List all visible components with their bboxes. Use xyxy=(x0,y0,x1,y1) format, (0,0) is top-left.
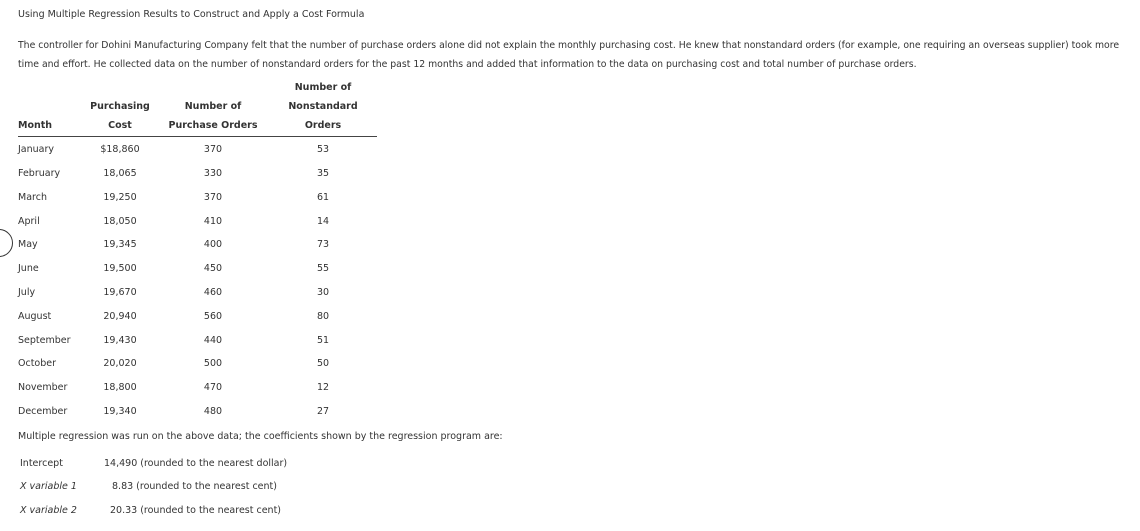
cost-cell: 19,430 xyxy=(103,335,137,346)
coefficient-value: 20.33 (rounded to the nearest cent) xyxy=(110,505,282,516)
nonstandard-orders-cell: 53 xyxy=(316,144,330,155)
purchase-orders-cell: 500 xyxy=(203,358,223,369)
nonstandard-orders-cell: 27 xyxy=(316,406,330,417)
month-cell: September xyxy=(18,335,71,346)
nonstandard-orders-cell: 12 xyxy=(316,382,330,393)
cost-cell: 18,800 xyxy=(103,382,137,393)
cost-cell: 19,670 xyxy=(103,287,137,298)
header-divider xyxy=(18,136,377,137)
table-row xyxy=(0,287,400,301)
table-row xyxy=(0,335,400,349)
cost-cell: 18,065 xyxy=(103,168,137,179)
cost-cell: 19,500 xyxy=(103,263,137,274)
table-row xyxy=(0,239,400,253)
nonstandard-orders-cell: 73 xyxy=(316,239,330,250)
coefficient-label: Intercept xyxy=(20,458,63,469)
cost-cell: $18,860 xyxy=(100,144,140,155)
header-po-line1: Number of xyxy=(184,101,242,112)
purchase-orders-cell: 480 xyxy=(203,406,223,417)
cost-cell: 19,250 xyxy=(103,192,137,203)
month-cell: February xyxy=(18,168,61,179)
nonstandard-orders-cell: 30 xyxy=(316,287,330,298)
coefficient-label: X variable 2 xyxy=(20,505,77,516)
purchase-orders-cell: 400 xyxy=(203,239,223,250)
header-po-line2: Purchase Orders xyxy=(168,120,258,131)
purchase-orders-cell: 370 xyxy=(203,144,223,155)
table-row xyxy=(0,168,400,182)
header-cost-line2: Cost xyxy=(108,120,132,131)
nonstandard-orders-cell: 80 xyxy=(316,311,330,322)
regression-intro: Multiple regression was run on the above data; the coefficients shown by the regression program are: xyxy=(18,431,503,442)
coefficient-value: 8.83 (rounded to the nearest cent) xyxy=(112,481,277,492)
intro-paragraph: The controller for Dohini Manufacturing Company felt that the number of purchase orders alone did not explain the monthly purchasing cost. He knew that nonstandard orders (for example, one requiring an overseas supplier) took more time and effort. He collected data on the number of nonstandard orders for the past 12 months and added that information to the data on purchasing cost and total number of purchase orders. xyxy=(18,40,1120,70)
header-month: Month xyxy=(18,120,53,131)
table-row xyxy=(0,192,400,206)
month-cell: July xyxy=(18,287,36,298)
cost-cell: 20,940 xyxy=(103,311,137,322)
table-row xyxy=(0,406,400,420)
header-nonstandard-line1: Number of xyxy=(294,82,352,93)
cost-cell: 20,020 xyxy=(103,358,137,369)
purchase-orders-cell: 450 xyxy=(203,263,223,274)
month-cell: March xyxy=(18,192,47,203)
month-cell: October xyxy=(18,358,57,369)
cost-cell: 19,340 xyxy=(103,406,137,417)
header-nonstandard-line3: Orders xyxy=(304,120,342,131)
purchase-orders-cell: 370 xyxy=(203,192,223,203)
month-cell: April xyxy=(18,216,40,227)
table-row xyxy=(0,358,400,372)
cost-cell: 18,050 xyxy=(103,216,137,227)
purchase-orders-cell: 470 xyxy=(203,382,223,393)
nonstandard-orders-cell: 51 xyxy=(316,335,330,346)
purchase-orders-cell: 330 xyxy=(203,168,223,179)
month-cell: November xyxy=(18,382,68,393)
cost-cell: 19,345 xyxy=(103,239,137,250)
header-nonstandard-line2: Nonstandard xyxy=(288,101,358,112)
table-row xyxy=(0,144,400,158)
month-cell: May xyxy=(18,239,38,250)
table-row xyxy=(0,263,400,277)
table-row xyxy=(0,382,400,396)
coefficient-value: 14,490 (rounded to the nearest dollar) xyxy=(104,458,288,469)
nonstandard-orders-cell: 55 xyxy=(316,263,330,274)
month-cell: August xyxy=(18,311,52,322)
header-cost-line1: Purchasing xyxy=(90,101,150,112)
purchase-orders-cell: 560 xyxy=(203,311,223,322)
nonstandard-orders-cell: 61 xyxy=(316,192,330,203)
nonstandard-orders-cell: 50 xyxy=(316,358,330,369)
table-row xyxy=(0,216,400,230)
page-title: Using Multiple Regression Results to Construct and Apply a Cost Formula xyxy=(18,9,365,20)
purchase-orders-cell: 410 xyxy=(203,216,223,227)
coefficient-label: X variable 1 xyxy=(20,481,77,492)
month-cell: June xyxy=(18,263,39,274)
month-cell: December xyxy=(18,406,68,417)
month-cell: January xyxy=(18,144,55,155)
nonstandard-orders-cell: 35 xyxy=(316,168,330,179)
purchase-orders-cell: 460 xyxy=(203,287,223,298)
table-row xyxy=(0,311,400,325)
purchase-orders-cell: 440 xyxy=(203,335,223,346)
nonstandard-orders-cell: 14 xyxy=(316,216,330,227)
